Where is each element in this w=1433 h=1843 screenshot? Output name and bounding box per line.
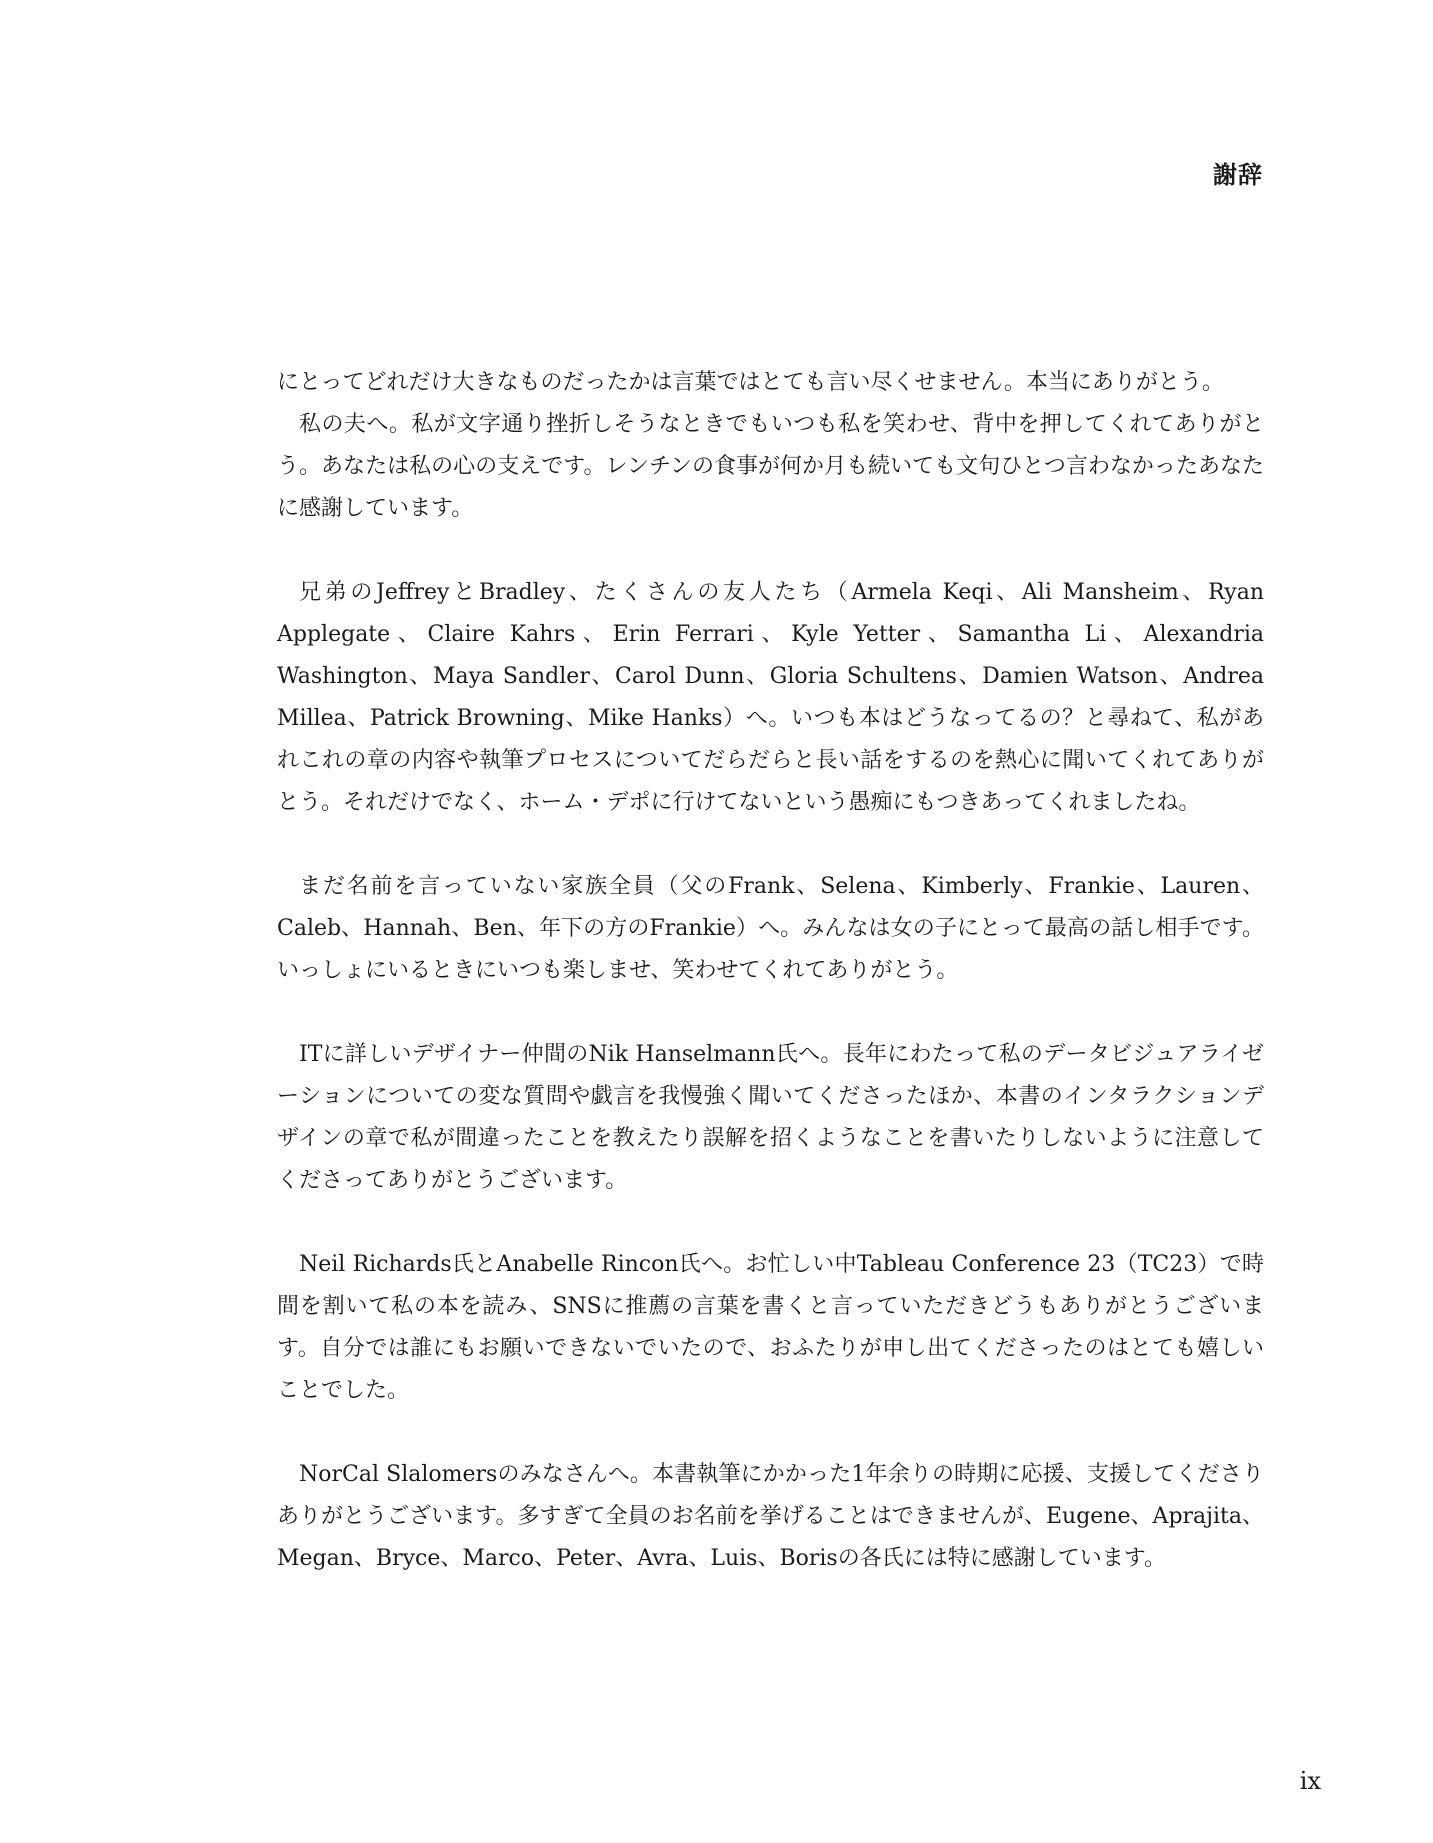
- running-head: 謝辞: [1213, 161, 1263, 189]
- paragraph-husband: 私の夫へ。私が文字通り挫折しそうなときでもいつも私を笑わせ、背中を押してくれてありがとう。あなたは私の心の支えです。レンチンの食事が何か月も続いても文句ひとつ言わなかったあなたに感謝しています。: [277, 412, 1264, 521]
- paragraph-neil-anabelle: Neil Richards氏とAnabelle Rincon氏へ。お忙しい中Tableau Conference 23（TC23）で時間を割いて私の本を読み、SNSに推薦の言葉を書くと言っていただきどうもありがとうございます。自分では誰にもお願いできないでいたので、おふたりが申し出てくださったのはとても嬉しいことでした。: [277, 1252, 1264, 1403]
- paragraph-nik-hanselmann: ITに詳しいデザイナー仲間のNik Hanselmann氏へ。長年にわたって私のデータビジュアライゼーションについての変な質問や戯言を我慢強く聞いてくださったほか、本書のインタラクションデザインの章で私が間違ったことを教えたり誤解を招くようなことを書いたりしないように注意してくださってありがとうございます。: [277, 1042, 1264, 1193]
- paragraph-family: まだ名前を言っていない家族全員（父のFrank、Selena、Kimberly、Frankie、Lauren、Caleb、Hannah、Ben、年下の方のFrankie）へ。みんなは女の子にとって最高の話し相手です。いっしょにいるときにいつも楽しませ、笑わせてくれてありがとう。: [277, 874, 1264, 983]
- paragraph-continued: にとってどれだけ大きなものだったかは言葉ではとても言い尽くせません。本当にありがとう。: [277, 370, 1224, 395]
- page-number: ix: [1299, 1767, 1321, 1795]
- body-text: [277, 362, 1264, 1622]
- paragraph-siblings-friends: 兄弟のJeffreyとBradley、たくさんの友人たち（Armela Keqi、Ali Mansheim、Ryan Applegate、Claire Kahrs、Erin Ferrari、Kyle Yetter、Samantha Li、Alexandria Washington、Maya Sandler、Carol Dunn、Gloria Schultens、Damien Watson、Andrea Millea、Patrick Browning、Mike Hanks）へ。いつも本はどうなってるの？と尋ねて、私があれこれの章の内容や執筆プロセスについてだらだらと長い話をするのを熱心に聞いてくれてありがとう。それだけでなく、ホーム・デポに行けてないという愚痴にもつきあってくれましたね。: [277, 580, 1264, 815]
- paragraph-norcal-slalomers: NorCal Slalomersのみなさんへ。本書執筆にかかった1年余りの時期に応援、支援してくださりありがとうございます。多すぎて全員のお名前を挙げることはできませんが、Eugene、Aprajita、Megan、Bryce、Marco、Peter、Avra、Luis、Borisの各氏には特に感謝しています。: [277, 1462, 1264, 1571]
